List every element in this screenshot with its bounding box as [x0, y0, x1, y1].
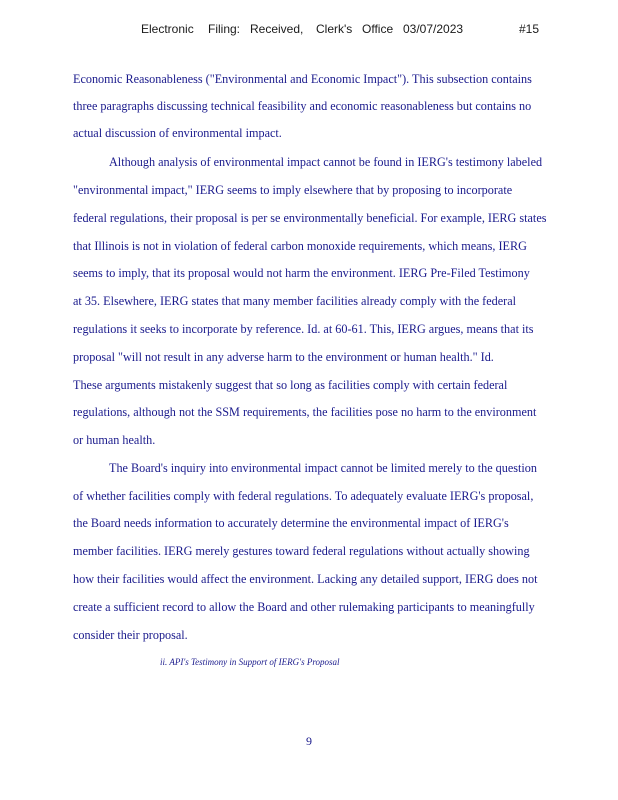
body-line: or human health. — [73, 433, 156, 447]
body-line: three paragraphs discussing technical feasibility and economic reasonableness but contains no — [73, 99, 532, 113]
body-line: regulations, although not the SSM requirements, the facilities pose no harm to the environment — [73, 405, 537, 419]
body-line: "environmental impact," IERG seems to imply elsewhere that by proposing to incorporate — [73, 183, 513, 197]
body-line: regulations it seeks to incorporate by reference. Id. at 60-61. This, IERG argues, means that its — [73, 322, 534, 336]
body-line: federal regulations, their proposal is per se environmentally beneficial. For example, IERG states — [73, 211, 547, 225]
body-line: that Illinois is not in violation of federal carbon monoxide requirements, which means, IERG — [73, 239, 527, 253]
header-doc-number: #15 — [519, 22, 540, 36]
header-date: 03/07/2023 — [403, 22, 464, 36]
header-electronic: Electronic — [141, 22, 194, 36]
body-line: These arguments mistakenly suggest that so long as facilities comply with certain federal — [73, 378, 508, 392]
body-line: Although analysis of environmental impact cannot be found in IERG's testimony labeled — [109, 155, 543, 169]
header-filing: Filing: — [208, 22, 241, 36]
body-line: The Board's inquiry into environmental impact cannot be limited merely to the question — [109, 461, 537, 475]
body-line: how their facilities would affect the environment. Lacking any detailed support, IERG does not — [73, 572, 538, 586]
body-line: create a sufficient record to allow the Board and other rulemaking participants to meaningfully — [73, 600, 535, 614]
header-clerks: Clerk's — [316, 22, 353, 36]
page-number: 9 — [306, 734, 312, 748]
page-header — [0, 22, 618, 38]
body-line: consider their proposal. — [73, 628, 188, 642]
body-line: Economic Reasonableness ("Environmental and Economic Impact"). This subsection contains — [73, 72, 532, 86]
body-line: proposal "will not result in any adverse harm to the environment or human health." Id. — [73, 350, 494, 364]
header-office: Office — [362, 22, 394, 36]
body-line: the Board needs information to accurately determine the environmental impact of IERG's — [73, 516, 509, 530]
body-line: at 35. Elsewhere, IERG states that many member facilities already comply with the federal — [73, 294, 516, 308]
body-line: seems to imply, that its proposal would not harm the environment. IERG Pre-Filed Testimony — [73, 266, 530, 280]
body-line: actual discussion of environmental impact. — [73, 126, 282, 140]
header-received: Received, — [250, 22, 304, 36]
body-line: of whether facilities comply with federal regulations. To adequately evaluate IERG's proposal, — [73, 489, 534, 503]
body-line: member facilities. IERG merely gestures toward federal regulations without actually showing — [73, 544, 530, 558]
section-subheading: ii. API's Testimony in Support of IERG's Proposal — [160, 657, 340, 667]
